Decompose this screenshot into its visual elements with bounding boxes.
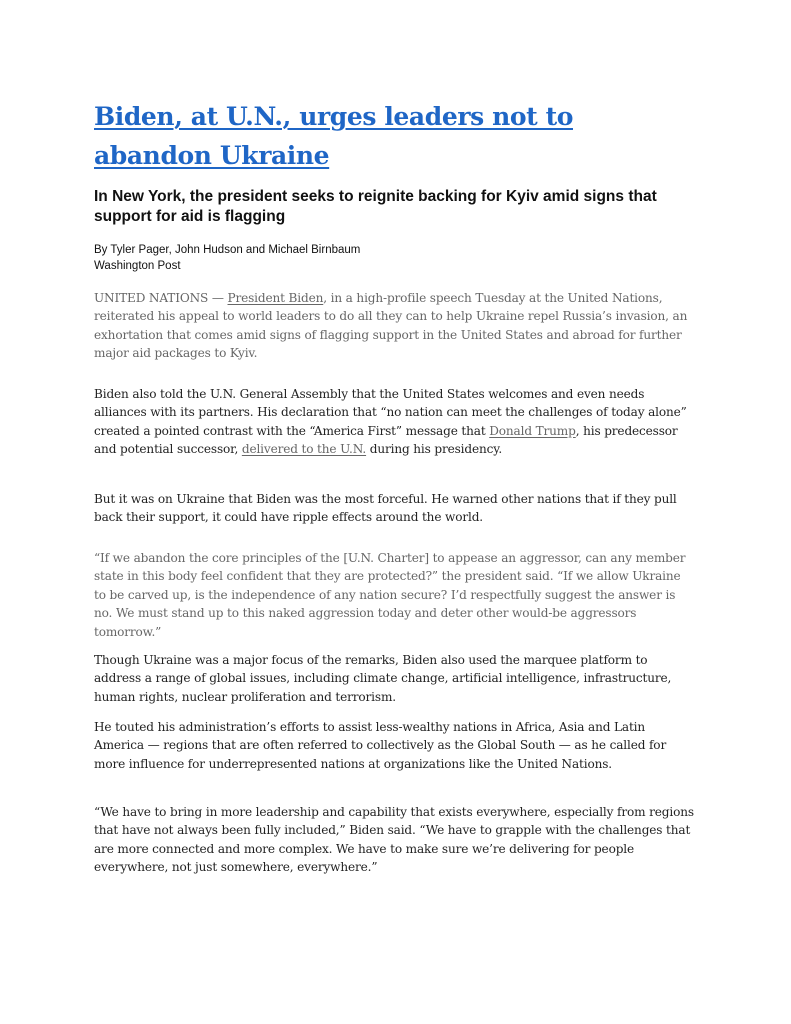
headline-line-1: Biden, at U.N., urges leaders not to (94, 102, 573, 131)
paragraph-7-quote: “We have to bring in more leadership and capability that exists everywhere, especially from regions that have not always been fully included,” Biden said. “We have to grapple with the challenges that are more connected and more complex. We have to make sure we’re delivering for people everywhere, not just somewhere, everywhere.” (94, 805, 694, 875)
headline-link[interactable] (94, 102, 573, 170)
delivered-to-un-link[interactable]: delivered to the U.N. (241, 442, 367, 457)
headline-line-2: abandon Ukraine (94, 141, 330, 170)
subheadline: In New York, the president seeks to reignite backing for Kyiv amid signs that support for aid is flagging (94, 188, 657, 225)
byline (94, 242, 594, 274)
paragraph-2-text-c: during his presidency. (366, 442, 503, 457)
paragraph-4-quote: “If we abandon the core principles of the [U.N. Charter] to appease an aggressor, can any member state in this body feel confident that they are protected?” the president said. “If we allow Ukraine to be carved up, is the independence of any nation secure? I’d respectfully suggest the answer is no. We must stand up to this naked aggression today and deter other would-be aggressors tomorrow.” (94, 551, 686, 639)
paragraph-3: But it was on Ukraine that Biden was the most forceful. He warned other nations that if they pull back their support, it could have ripple effects around the world. (94, 492, 677, 525)
byline-publication: Washington Post (94, 260, 181, 272)
dateline: UNITED NATIONS — (94, 291, 228, 305)
paragraph-1-text: , in a high-profile speech Tuesday at the United Nations, reiterated his appeal to world leaders to do all they can to help Ukraine repel Russia’s invasion, an exhortation that comes amid signs of flagging support in the United States and abroad for further major aid packages to Kyiv. (94, 291, 688, 361)
paragraph-6: He touted his administration’s efforts to assist less-wealthy nations in Africa, Asia and Latin America — regions that are often referred to collectively as the Global South — as he called for more influence for underrepresented nations at organizations like the United Nations. (94, 720, 667, 771)
paragraph-5: Though Ukraine was a major focus of the remarks, Biden also used the marquee platform to address a range of global issues, including climate change, artificial intelligence, infrastructure, human rights, nuclear proliferation and terrorism. (94, 653, 672, 704)
paragraph-1 (94, 289, 694, 363)
headline (94, 97, 714, 175)
donald-trump-link[interactable]: Donald Trump (489, 423, 576, 438)
paragraph-2-text-b: , his predecessor and potential successor, (94, 423, 678, 457)
paragraph-2 (94, 385, 694, 459)
byline-authors: By Tyler Pager, John Hudson and Michael Birnbaum (94, 244, 361, 256)
president-biden-link[interactable]: President Biden (227, 291, 324, 305)
paragraph-2-text-a: Biden also told the U.N. General Assembly that the United States welcomes and even needs alliances with its partners. His declaration that “no nation can meet the challenges of today alone” created a pointed contrast with the “America First” message that (94, 387, 687, 438)
